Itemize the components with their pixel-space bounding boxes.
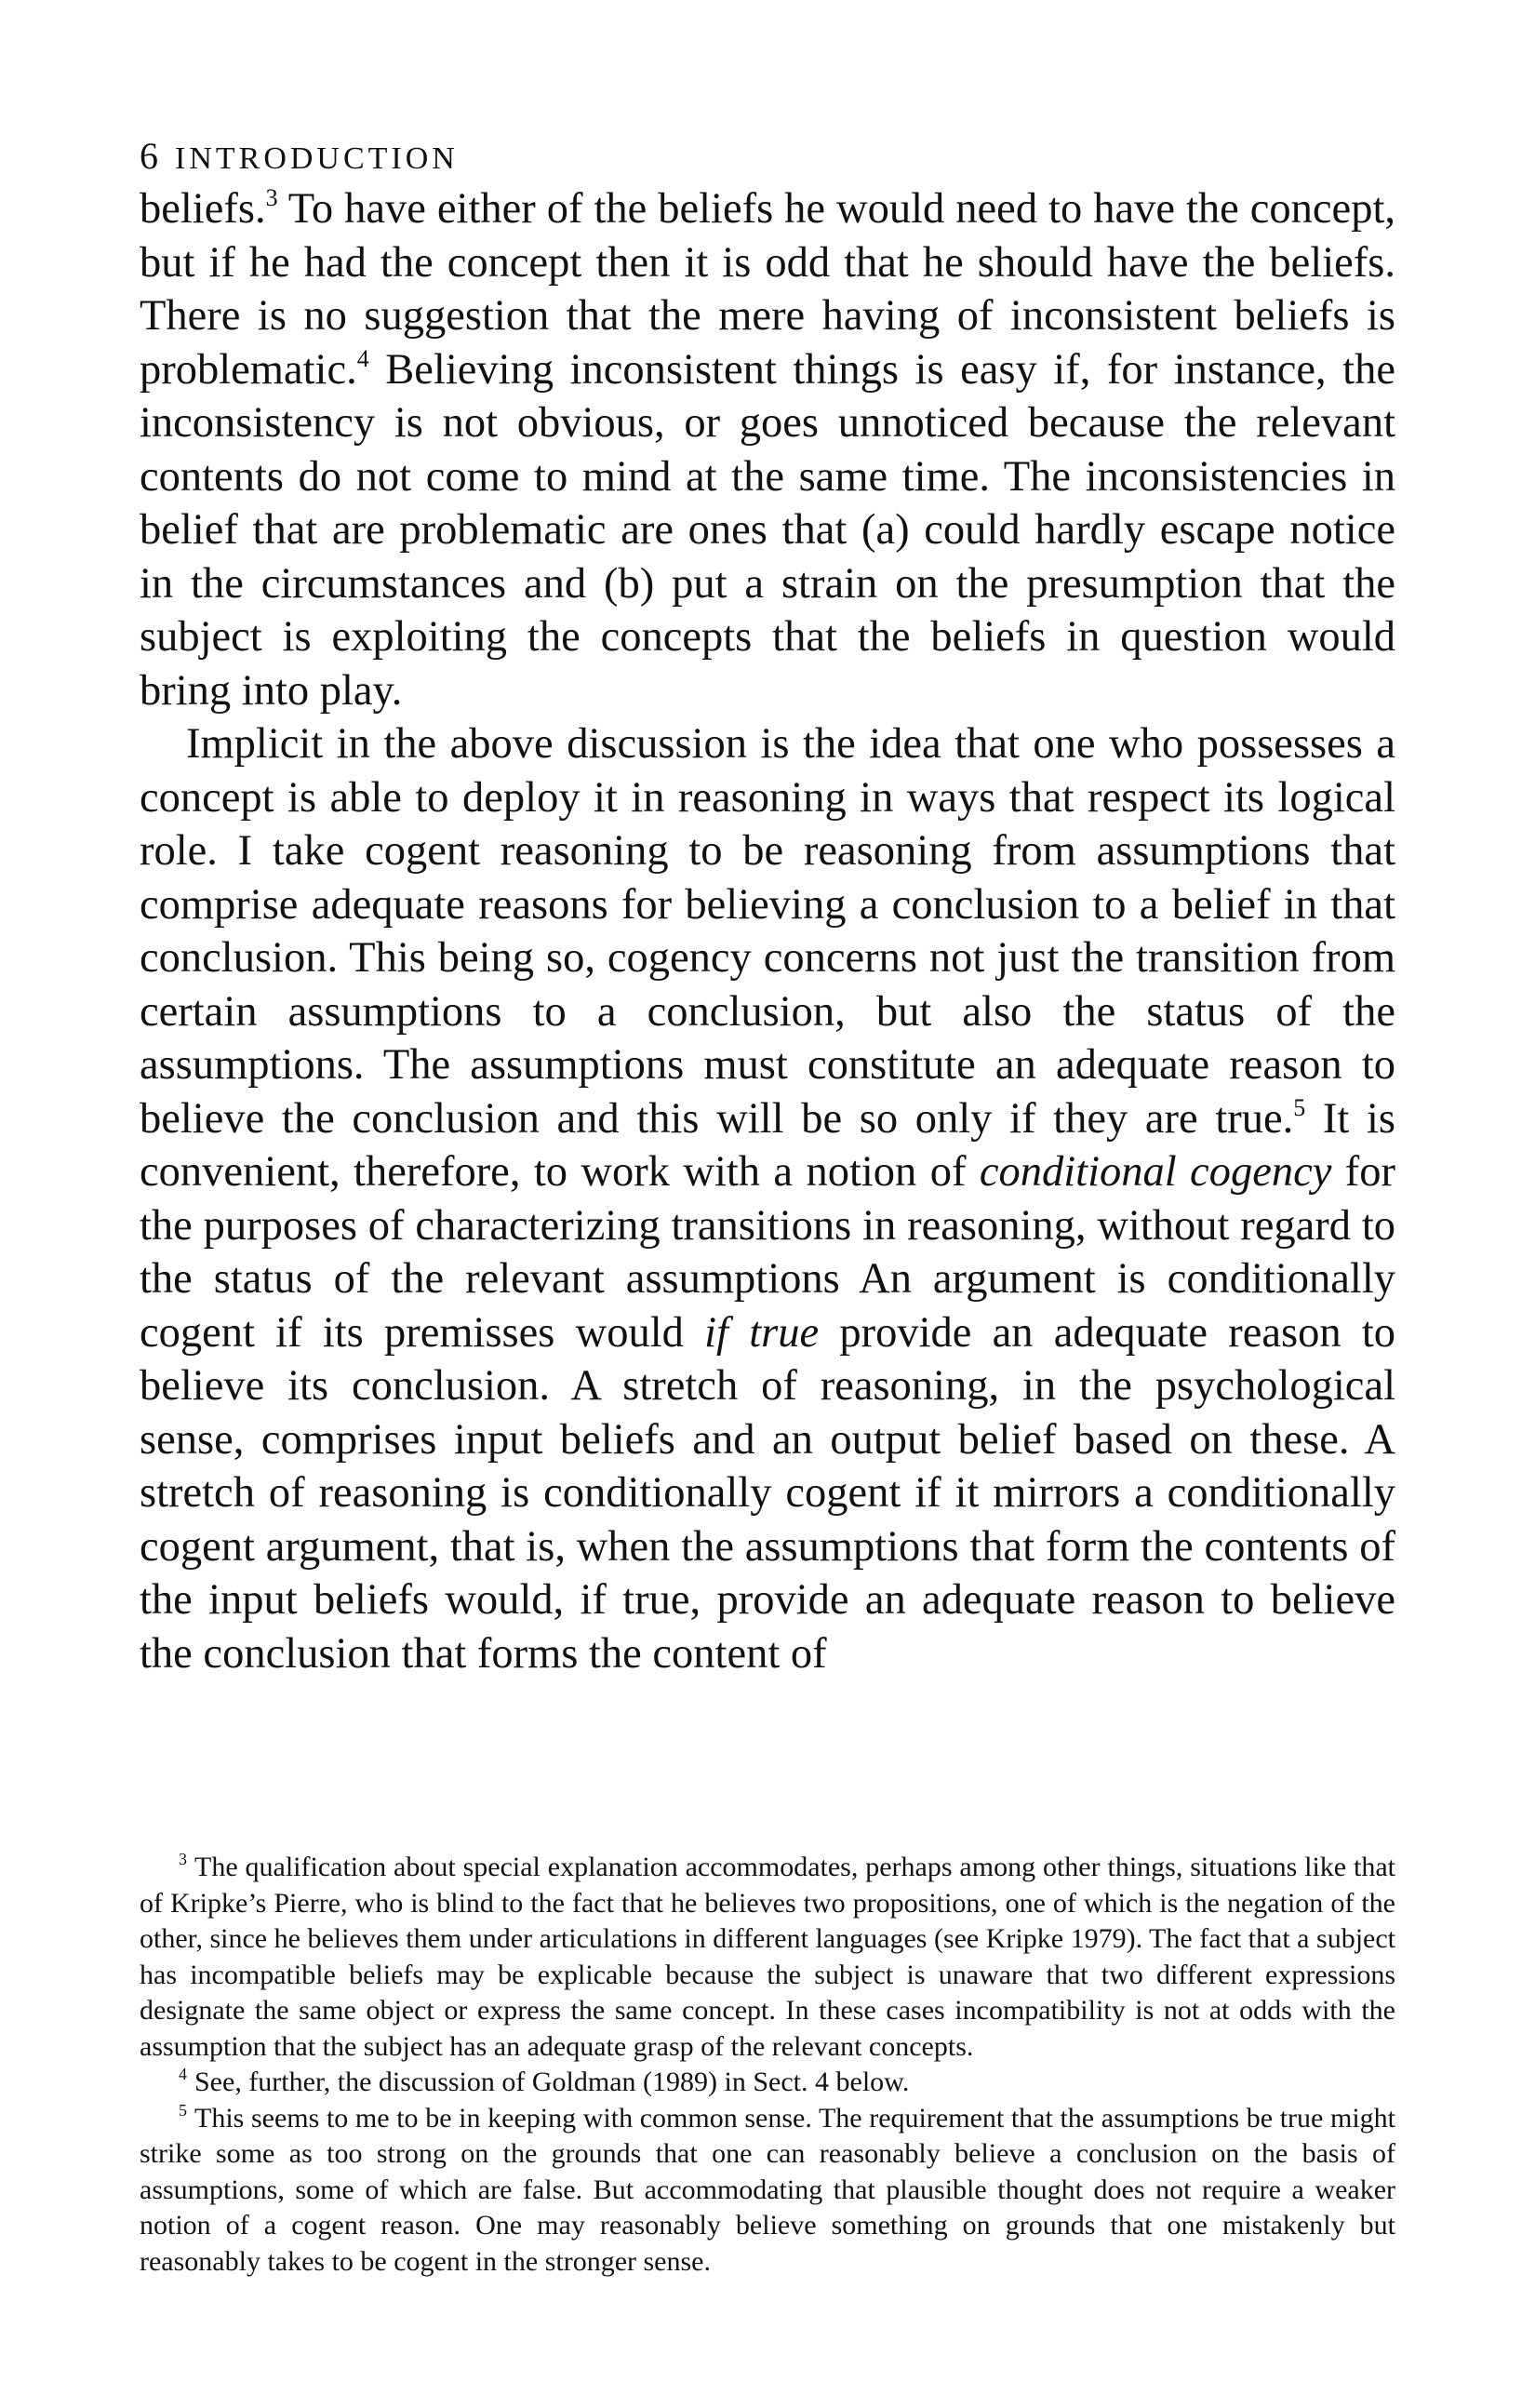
footnote-marker: 5 xyxy=(179,2100,187,2120)
page xyxy=(140,130,1395,1680)
paragraph-2 xyxy=(140,717,1395,1680)
footnote-4 xyxy=(140,2065,1395,2101)
footnote-marker: 3 xyxy=(179,1850,187,1868)
text-run: for the purposes of characterizing transitions in reasoning, without regard to the status of the relevant assumptions An argument is conditionally cogent if its premisses would xyxy=(140,1148,1395,1357)
text-run: provide an adequate reason to believe its conclusion. A stretch of reasoning, in the psychological sense, comprises input beliefs and an output belief based on these. A stretch of reasoning is conditionally cogent if it mirrors a conditionally cogent argument, that is, when the assumptions that form the contents of the input beliefs would, if true, provide an adequate reason to believe the conclusion that forms the content of xyxy=(140,1308,1395,1678)
footnote-text: The qualification about special explanation accommodates, perhaps among other things, situations like that of Kripke’s Pierre, who is blind to the fact that he believes two propositions, one of which is the negation of the other, since he believes them under articulations in different languages (see Kripke 1979). The fact that a subject has incompatible beliefs may be explicable because the subject is unaware that two different expressions designate the same object or express the same concept. In these cases incompatibility is not at odds with the assumption that the subject has an adequate grasp of the relevant concepts. xyxy=(140,1852,1395,2062)
footnote-ref-5[interactable]: 5 xyxy=(1293,1093,1306,1121)
footnote-ref-3[interactable]: 3 xyxy=(265,184,278,211)
text-run: To have either of the beliefs he would need to have the concept, but if he had the concept then it is odd that he should have the beliefs. There is no suggestion that the mere having of inconsistent beliefs is problematic. xyxy=(140,185,1395,394)
text-run: It is convenient, therefore, to work with a notion of xyxy=(140,1094,1396,1196)
footnote-text: This seems to me to be in keeping with common sense. The requirement that the assumptions be true might strike some as too strong on the grounds that one can reasonably believe a conclusion on the basis of assumptions, some of which are false. But accommodating that plausible thought does not require a weaker notion of a cogent reason. One may reasonably believe something on grounds that one mistakenly but reasonably takes to be cogent in the stronger sense. xyxy=(140,2102,1395,2277)
footnote-marker: 4 xyxy=(179,2065,187,2083)
text-run: Believing inconsistent things is easy if, for instance, the inconsistency is not obvious, or goes unnoticed because the relevant contents do not come to mind at the same time. The inconsistencies in belief that are problematic are ones that (a) could hardly escape notice in the circumstances and (b) put a strain on the presumption that the subject is exploiting the concepts that the beliefs in question would bring into play. xyxy=(140,345,1395,715)
page-number: 6 xyxy=(140,135,158,177)
footnote-3 xyxy=(140,1850,1395,2065)
emphasis-if-true: if true xyxy=(704,1308,820,1357)
footnote-ref-4[interactable]: 4 xyxy=(356,344,369,372)
text-run: Implicit in the above discussion is the idea that one who possesses a concept is able to deploy it in reasoning in ways that respect its logical role. I take cogent reasoning to be reasoning from assumptions that comprise adequate reasons for believing a conclusion to a belief in that conclusion. This being so, cogency concerns not just the transition from certain assumptions to a conclusion, but also the status of the assumptions. The assumptions must constitute an adequate reason to believe the conclusion and this will be so only if they are true. xyxy=(140,720,1395,1143)
footnotes xyxy=(140,1850,1395,2280)
paragraph-1 xyxy=(140,182,1395,717)
running-head xyxy=(140,130,1395,182)
footnote-text: See, further, the discussion of Goldman (1989) in Sect. 4 below. xyxy=(194,2067,910,2097)
text-run: beliefs. xyxy=(140,185,266,233)
body-text xyxy=(140,182,1395,1680)
running-title: INTRODUCTION xyxy=(175,141,459,176)
emphasis-conditional-cogency: conditional cogency xyxy=(979,1148,1332,1196)
footnote-5 xyxy=(140,2101,1395,2281)
